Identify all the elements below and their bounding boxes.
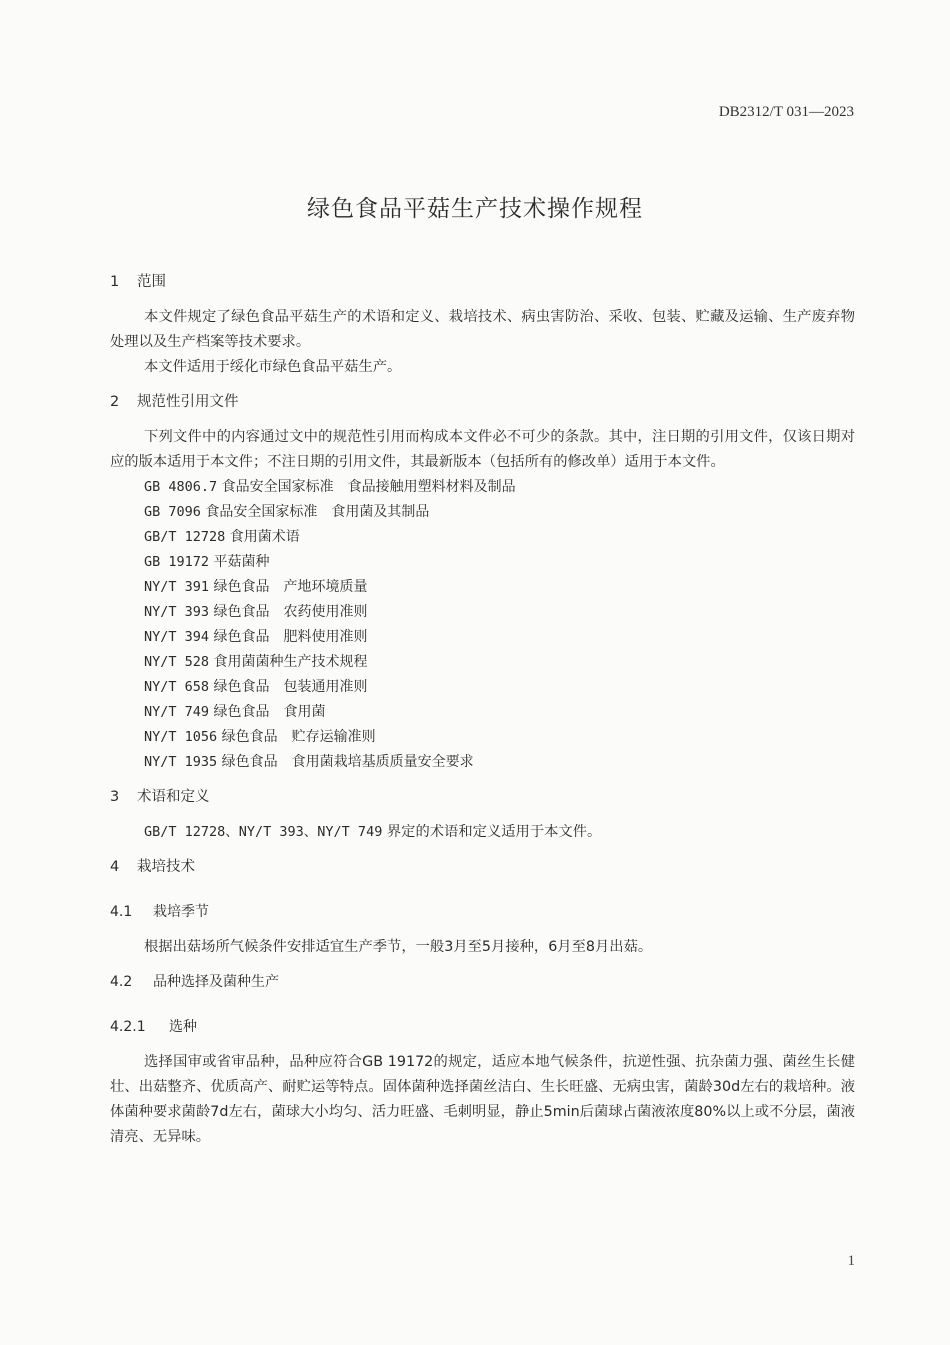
section-title: 规范性引用文件 [137, 394, 239, 410]
reference-item [110, 475, 855, 500]
reference-title: 食用菌术语 [229, 529, 300, 545]
section-title: 品种选择及菌种生产 [153, 974, 279, 990]
section-number: 1 [110, 274, 120, 290]
reference-code: NY/T 749 [144, 704, 210, 720]
section-number: 2 [110, 394, 120, 410]
reference-title: 绿色食品 贮存运输准则 [221, 729, 376, 745]
reference-title: 食品安全国家标准 食品接触用塑料材料及制品 [221, 479, 516, 495]
document-title: 绿色食品平菇生产技术操作规程 [307, 196, 643, 222]
paragraph: 选择国审或省审品种，品种应符合GB 19172的规定，适应本地气候条件，抗逆性强、抗杂菌力强、菌丝生长健壮、出菇整齐、优质高产、耐贮运等特点。固体菌种选择菌丝洁白、生长旺盛、无病虫害，菌龄30d左右的栽培种。液体菌种要求菌龄7d左右，菌球大小均匀、活力旺盛、毛刺明显，静止5min后菌球占菌液浓度80%以上或不分层，菌液清亮、无异味。 [110, 1054, 855, 1145]
page-number: 1 [847, 1253, 855, 1269]
reference-list [110, 475, 855, 775]
reference-title: 食用菌菌种生产技术规程 [213, 654, 368, 670]
paragraph: 根据出菇场所气候条件安排适宜生产季节，一般3月至5月接种，6月至8月出菇。 [144, 939, 653, 955]
section-title: 范围 [137, 274, 166, 290]
section-heading-2 [110, 390, 855, 415]
paragraph: 本文件适用于绥化市绿色食品平菇生产。 [144, 359, 402, 375]
section-title: 选种 [169, 1019, 197, 1035]
reference-code: NY/T 394 [144, 629, 210, 645]
reference-title: 绿色食品 产地环境质量 [213, 579, 368, 595]
reference-item [110, 700, 855, 725]
reference-item [110, 500, 855, 525]
reference-item [110, 600, 855, 625]
document-number: DB2312/T 031—2023 [718, 104, 854, 120]
reference-code: GB 7096 [144, 504, 201, 520]
section-heading-1 [110, 270, 855, 295]
document-body [110, 270, 855, 1150]
section-title: 术语和定义 [137, 789, 210, 805]
reference-item [110, 750, 855, 775]
section-heading-4 [110, 855, 855, 880]
paragraph [110, 820, 855, 845]
reference-title: 平菇菌种 [213, 554, 270, 570]
reference-code: NY/T 1056 [144, 729, 218, 745]
reference-title: 绿色食品 食用菌栽培基质质量安全要求 [221, 754, 474, 770]
reference-code: GB 4806.7 [144, 479, 218, 495]
reference-title: 绿色食品 肥料使用准则 [213, 629, 368, 645]
paragraph: 下列文件中的内容通过文中的规范性引用而构成本文件必不可少的条款。其中，注日期的引用文件，仅该日期对应的版本适用于本文件；不注日期的引用文件，其最新版本（包括所有的修改单）适用于本文件。 [110, 429, 855, 470]
section-number: 4.2 [110, 974, 133, 990]
reference-code: GB 19172 [144, 554, 210, 570]
reference-title: 绿色食品 包装通用准则 [213, 679, 368, 695]
reference-item [110, 725, 855, 750]
reference-item [110, 575, 855, 600]
paragraph-text: 界定的术语和定义适用于本文件。 [382, 824, 602, 840]
reference-title: 绿色食品 食用菌 [213, 704, 326, 720]
section-number: 3 [110, 789, 120, 805]
reference-code: NY/T 393 [144, 604, 210, 620]
section-number: 4 [110, 859, 120, 875]
reference-item [110, 675, 855, 700]
section-number: 4.1 [110, 904, 133, 920]
reference-code: NY/T 1935 [144, 754, 218, 770]
subsection-heading-4-1 [110, 900, 855, 925]
paragraph: 本文件规定了绿色食品平菇生产的术语和定义、栽培技术、病虫害防治、采收、包装、贮藏及运输、生产废弃物处理以及生产档案等技术要求。 [110, 309, 855, 350]
reference-item [110, 650, 855, 675]
section-title: 栽培技术 [137, 859, 195, 875]
reference-item [110, 525, 855, 550]
reference-title: 食品安全国家标准 食用菌及其制品 [205, 504, 430, 520]
section-number: 4.2.1 [110, 1019, 146, 1035]
subsection-heading-4-2 [110, 970, 855, 995]
reference-code: NY/T 528 [144, 654, 210, 670]
reference-code: NY/T 391 [144, 579, 210, 595]
section-heading-3 [110, 785, 855, 810]
reference-code: GB/T 12728 [144, 529, 226, 545]
reference-item [110, 625, 855, 650]
subsection-heading-4-2-1 [110, 1015, 855, 1040]
reference-code: NY/T 658 [144, 679, 210, 695]
section-title: 栽培季节 [153, 904, 209, 920]
reference-codes: GB/T 12728、NY/T 393、NY/T 749 [144, 824, 383, 840]
reference-title: 绿色食品 农药使用准则 [213, 604, 368, 620]
reference-item [110, 550, 855, 575]
